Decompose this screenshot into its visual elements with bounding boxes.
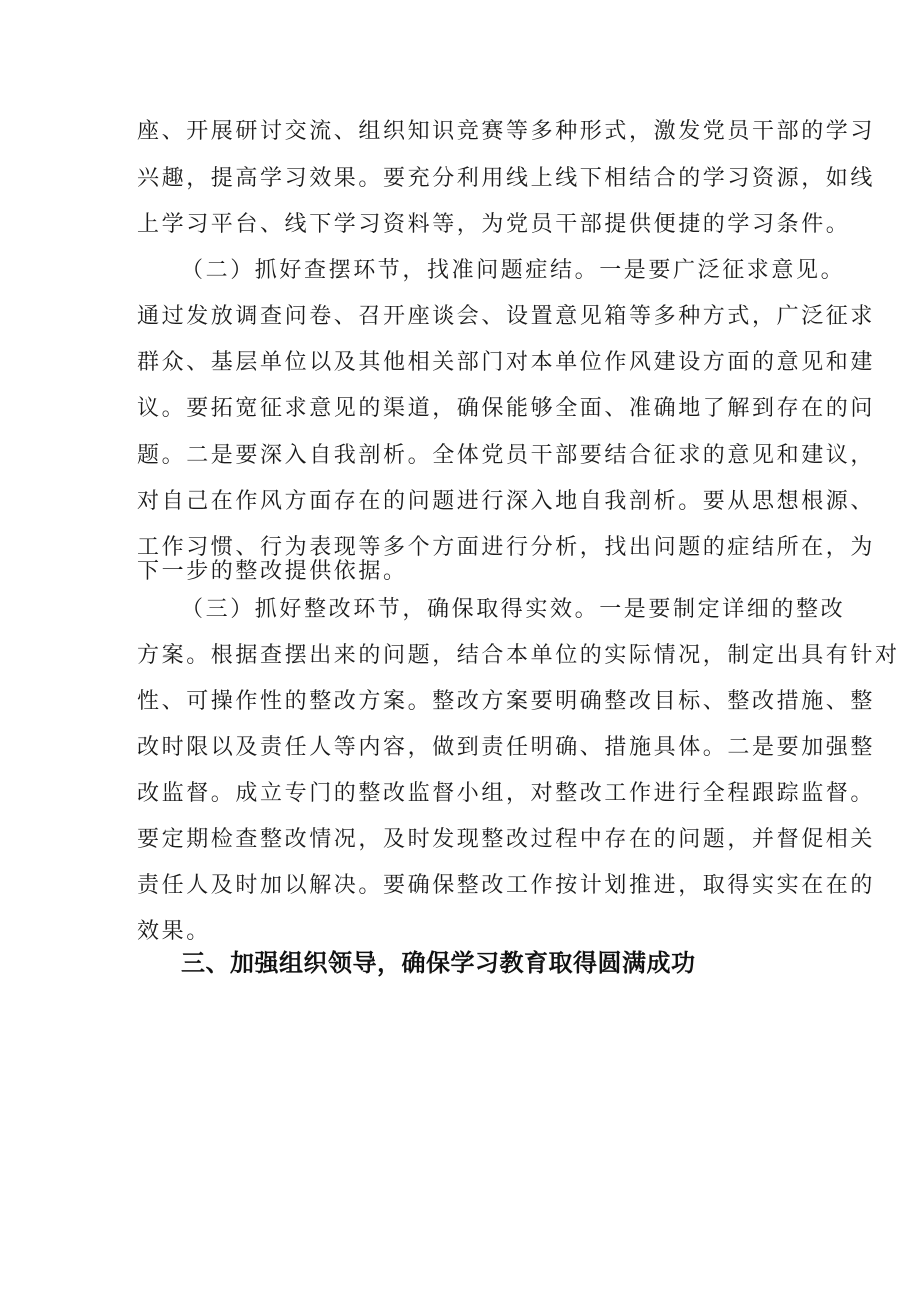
paragraph-line: 兴趣，提高学习效果。要充分利用线上线下相结合的学习资源，如线 (137, 166, 876, 191)
paragraph-line: 题。二是要深入自我剖析。全体党员干部要结合征求的意见和建议， (137, 443, 876, 468)
paragraph-line: 群众、基层单位以及其他相关部门对本单位作风建设方面的意见和建 (137, 350, 876, 375)
section-heading: 三、加强组织领导，确保学习教育取得圆满成功 (181, 949, 696, 977)
paragraph-line: 通过发放调查问卷、召开座谈会、设置意见箱等多种方式，广泛征求 (137, 304, 876, 329)
paragraph-line: 责任人及时加以解决。要确保整改工作按计划推进，取得实实在在的 (137, 873, 876, 898)
paragraph-line: 对自己在作风方面存在的问题进行深入地自我剖析。要从思想根源、 (137, 489, 876, 514)
paragraph-line: 效果。 (137, 919, 211, 944)
paragraph-line: 上学习平台、线下学习资料等，为党员干部提供便捷的学习条件。 (137, 212, 851, 237)
paragraph-line: 改时限以及责任人等内容，做到责任明确、措施具体。二是要加强整 (137, 735, 876, 760)
paragraph-line: （三）抓好整改环节，确保取得实效。一是要制定详细的整改 (181, 597, 846, 622)
paragraph-line: （二）抓好查摆环节，找准问题症结。一是要广泛征求意见。 (181, 258, 846, 283)
paragraph-line: 要定期检查整改情况，及时发现整改过程中存在的问题，并督促相关 (137, 827, 876, 852)
paragraph-line: 性、可操作性的整改方案。整改方案要明确整改目标、整改措施、整 (137, 689, 876, 714)
paragraph-line: 座、开展研讨交流、组织知识竞赛等多种形式，激发党员干部的学习 (137, 119, 876, 144)
paragraph-line: 改监督。成立专门的整改监督小组，对整改工作进行全程跟踪监督。 (137, 781, 876, 806)
paragraph-line: 方案。根据查摆出来的问题，结合本单位的实际情况，制定出具有针对 (137, 643, 900, 668)
paragraph-line: 工作习惯、行为表现等多个方面进行分析，找出问题的症结所在，为 (137, 535, 876, 560)
paragraph-line: 议。要拓宽征求意见的渠道，确保能够全面、准确地了解到存在的问 (137, 396, 876, 421)
paragraph-line: 下一步的整改提供依据。 (137, 559, 408, 584)
